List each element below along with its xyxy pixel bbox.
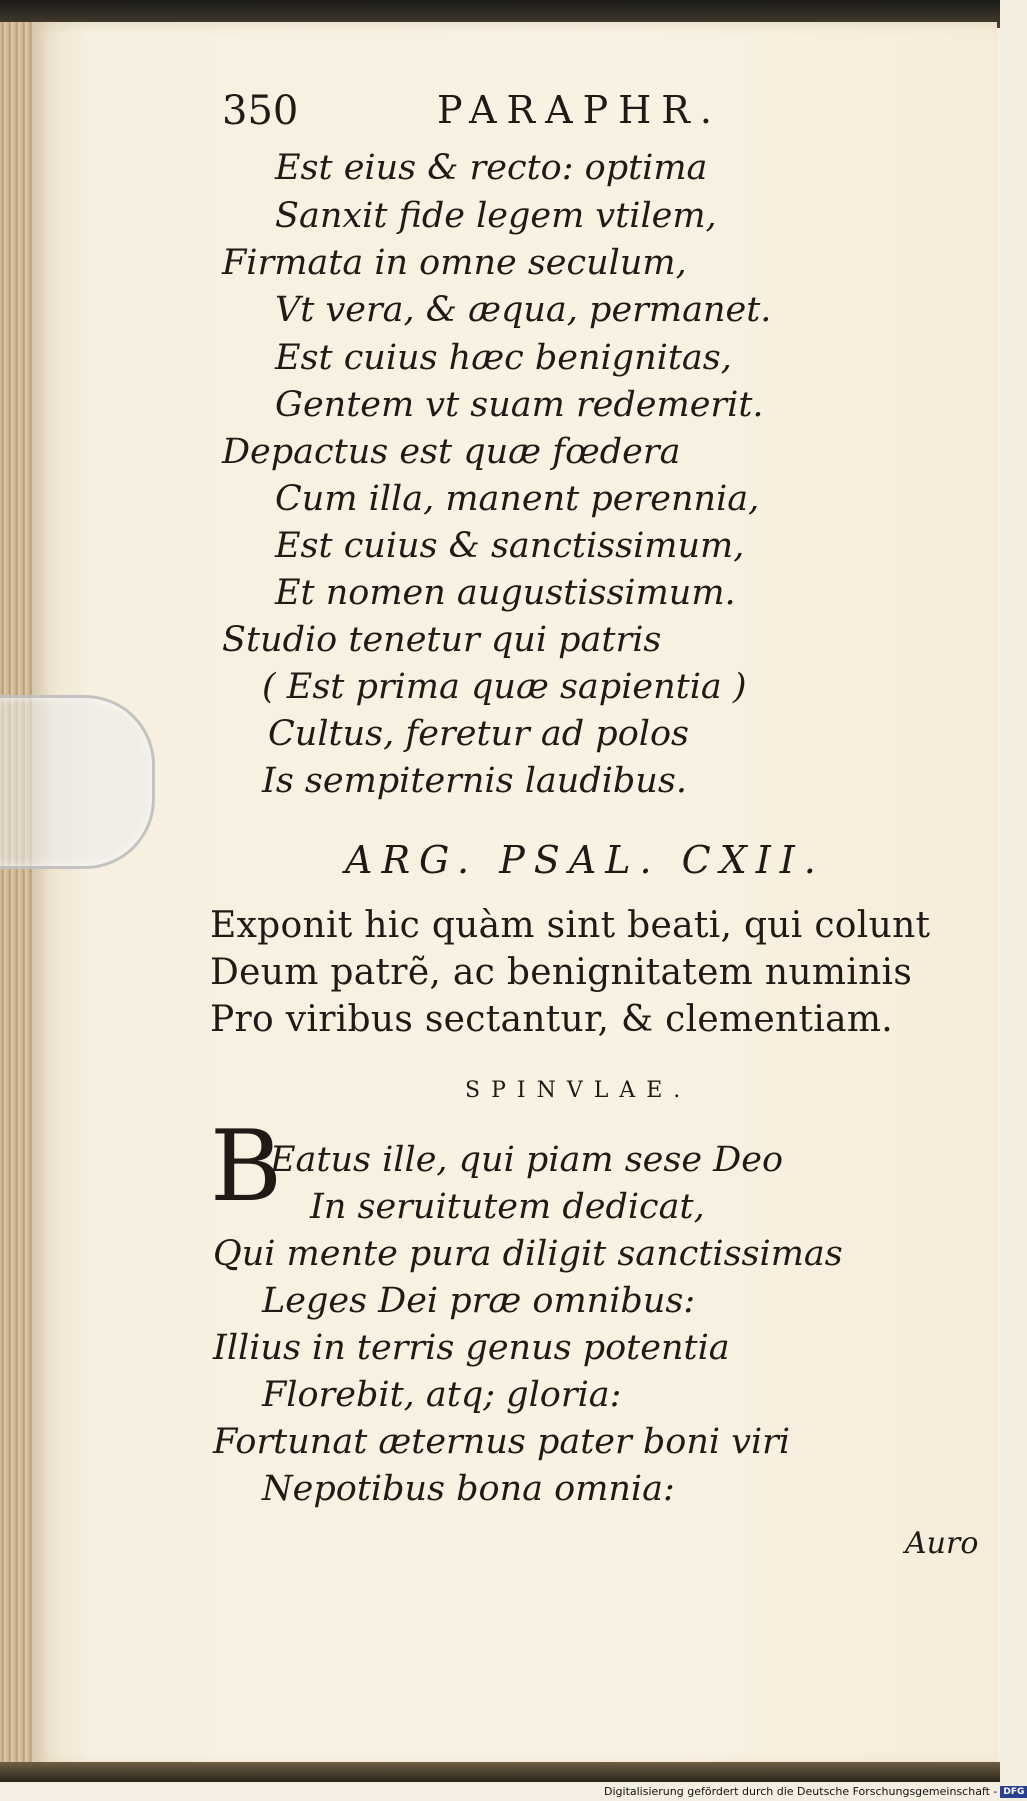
verse-line: Qui mente pura diligit sanctissimas: [213, 1234, 843, 1274]
verse-line: Cultus, feretur ad polos: [268, 714, 690, 754]
funding-credit: [604, 1785, 1027, 1798]
verse-line: Studio tenetur qui patris: [222, 620, 662, 660]
verse-line: Vt vera, & æqua, permanet.: [275, 290, 772, 330]
verse-line: Is sempiternis laudibus.: [262, 761, 687, 801]
verse-line: Florebit, atq; gloria:: [262, 1375, 622, 1415]
argument-line: Exponit hic quàm sint beati, qui colunt: [210, 905, 931, 946]
catchword: Auro: [905, 1526, 979, 1561]
page-number: 350: [222, 88, 299, 134]
argument-heading: ARG. PSAL. CXII.: [345, 838, 825, 882]
verse-line: Firmata in omne seculum,: [222, 243, 687, 283]
verse-line: Est cuius & sanctissimum,: [275, 526, 745, 566]
verse-line: ( Est prima quæ sapientia ): [262, 667, 747, 707]
dfg-logo: DFG: [1000, 1786, 1027, 1798]
argument-line: Deum patrẽ, ac benignitatem numinis: [210, 952, 913, 993]
verse-line: In seruitutem dedicat,: [310, 1187, 705, 1227]
funding-credit-text: Digitalisierung gefördert durch die Deutsche Forschungsgemeinschaft -: [604, 1785, 998, 1798]
verse-line: Leges Dei præ omnibus:: [262, 1281, 696, 1321]
verse-line: Cum illa, manent perennia,: [275, 479, 760, 519]
verse-line: Gentem vt suam redemerit.: [275, 385, 764, 425]
argument-line: Pro viribus sectantur, & clementiam.: [210, 999, 894, 1040]
verse-line: Depactus est quæ fœdera: [222, 432, 681, 472]
page-holder-clip: [0, 695, 155, 869]
verse-line: Est cuius hæc benignitas,: [275, 338, 732, 378]
verse-line: Nepotibus bona omnia:: [262, 1469, 675, 1509]
verse-line: Eatus ille, qui piam sese Deo: [270, 1140, 784, 1180]
running-title: PARAPHR.: [437, 88, 722, 132]
verse-line: Fortunat æternus pater boni viri: [213, 1422, 791, 1462]
drop-cap: B: [210, 1110, 283, 1224]
book-bottom-edge: [0, 1762, 1000, 1782]
verse-line: Est eius & recto: optima: [275, 148, 708, 188]
author-heading: SPINVLAE.: [465, 1078, 692, 1103]
verse-line: Et nomen augustissimum.: [275, 573, 736, 613]
page-edges-left: [0, 22, 32, 1767]
verse-line: Sanxit fide legem vtilem,: [275, 196, 717, 236]
verse-line: Illius in terris genus potentia: [213, 1328, 730, 1368]
